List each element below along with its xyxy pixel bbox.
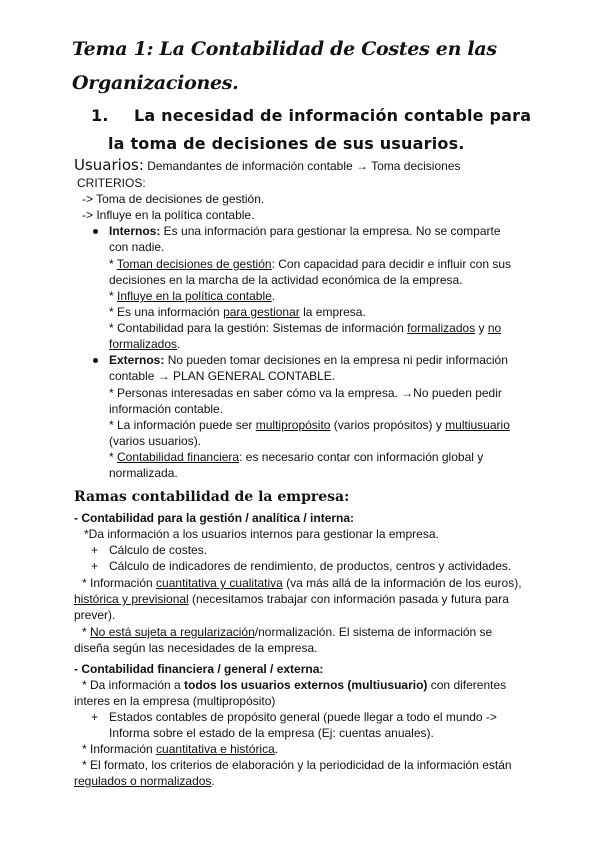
externos-l5-underlined-1: multipropósito xyxy=(255,418,331,432)
internos-l5-prefix: * xyxy=(109,289,118,303)
externos-line-8: normalizada. xyxy=(109,466,178,480)
internos-line-4: decisiones en la marcha de la actividad económica de la empresa. xyxy=(109,273,463,287)
gestion-line-1: *Da información a los usuarios internos para gestionar la empresa. xyxy=(84,527,439,541)
externos-text-1: No pueden tomar decisiones en la empresa ni pedir información xyxy=(164,353,508,367)
financiera-line-3 xyxy=(82,741,278,757)
plus-bullet: + xyxy=(91,559,99,573)
criterios-label: CRITERIOS: xyxy=(77,176,146,190)
externos-l5-prefix: * La información puede ser xyxy=(109,418,256,432)
externos-l7-prefix: * xyxy=(109,450,118,464)
gestion-heading: - Contabilidad para la gestión / analítica / interna: xyxy=(74,511,355,525)
internos-l7-underlined-1: formalizados xyxy=(407,321,476,335)
internos-l5-underlined: Influye en la política contable xyxy=(117,289,272,303)
externos-line-6: (varios usuarios). xyxy=(109,434,202,448)
internos-l7-prefix: * Contabilidad para la gestión: Sistemas de información xyxy=(109,321,408,335)
gestion-point-1: Cálculo de costes. xyxy=(109,543,208,557)
internos-label: Internos: xyxy=(109,224,161,238)
section-heading-line-1: La necesidad de información contable para xyxy=(134,106,532,125)
gestion-line-6: diseña según las necesidades de la empresa. xyxy=(74,641,318,655)
plus-bullet: + xyxy=(91,710,99,724)
financiera-line-2: interes en la empresa (multipropósito) xyxy=(74,694,276,708)
bullet-internos xyxy=(93,229,98,234)
usuarios-label: Usuarios: xyxy=(74,156,144,174)
document-title-line-1: Tema 1: La Contabilidad de Costes en las xyxy=(72,38,497,60)
externos-label: Externos: xyxy=(109,353,165,367)
internos-text-1: Es una información para gestionar la empresa. No se comparte xyxy=(160,224,501,238)
externos-line-5 xyxy=(109,417,510,433)
externos-line-2: contable → PLAN GENERAL CONTABLE. xyxy=(109,369,336,383)
bullet-externos xyxy=(93,358,98,363)
usuarios-text: Demandantes de información contable → Toma decisiones xyxy=(143,159,461,173)
internos-l8-rest: . xyxy=(177,337,181,351)
financiera-l3-underlined: cuantitativa e histórica xyxy=(156,742,275,756)
gestion-l5-rest: /normalización. El sistema de información se xyxy=(254,625,493,639)
section-heading-line-2: la toma de decisiones de sus usuarios. xyxy=(108,134,465,153)
externos-l5-mid: (varios propósitos) y xyxy=(330,418,446,432)
internos-l3-prefix: * xyxy=(109,257,117,271)
financiera-l3-prefix: * Información xyxy=(82,742,157,756)
financiera-line-4: * El formato, los criterios de elaboración y la periodicidad de la información están xyxy=(82,758,512,772)
gestion-line-4: prever). xyxy=(74,608,116,622)
externos-line-3: * Personas interesadas en saber cómo va la empresa. →No pueden pedir xyxy=(109,386,502,400)
gestion-point-2: Cálculo de indicadores de rendimiento, de productos, centros y actividades. xyxy=(109,559,512,573)
externos-l5-underlined-2: multiusuario xyxy=(445,418,510,432)
externos-l7-underlined: Contabilidad financiera xyxy=(117,450,240,464)
financiera-l1-rest: con diferentes xyxy=(427,678,507,692)
gestion-l2-underlined: cuantitativa y cualitativa xyxy=(156,576,283,590)
internos-l3-rest: : Con capacidad para decidir e influir con sus xyxy=(271,257,512,271)
gestion-l5-prefix: * xyxy=(82,625,91,639)
gestion-l3-underlined: histórica y previsional xyxy=(74,592,189,606)
internos-l6-prefix: * Es una información xyxy=(109,305,224,319)
externos-line-1 xyxy=(109,352,508,368)
gestion-l2-prefix: * Información xyxy=(82,576,157,590)
externos-l7-rest: : es necesario contar con información global y xyxy=(239,450,484,464)
gestion-l3-rest: (necesitamos trabajar con información pasada y futura para xyxy=(188,592,509,606)
externos-line-4: información contable. xyxy=(109,402,224,416)
financiera-l1-bold: todos los usuarios externos (multiusuario) xyxy=(184,678,428,692)
internos-line-1 xyxy=(109,223,501,239)
financiera-l3-rest: . xyxy=(274,742,279,756)
internos-l3-underlined: Toman decisiones de gestión xyxy=(116,257,272,271)
financiera-point-1a: Estados contables de propósito general (puede llegar a todo el mundo -> xyxy=(109,710,497,724)
financiera-l5-underlined: regulados o normalizados xyxy=(74,774,212,788)
financiera-point-1b: Informa sobre el estado de la empresa (Ej: cuentas anuales). xyxy=(109,726,434,740)
externos-line-7 xyxy=(109,449,483,465)
plus-bullet: + xyxy=(91,543,99,557)
criterio-1: -> Toma de decisiones de gestión. xyxy=(82,192,265,206)
section-number: 1. xyxy=(91,106,109,125)
internos-line-2: con nadie. xyxy=(109,240,165,254)
internos-l8-underlined: formalizados xyxy=(109,337,178,351)
criterio-2: -> Influye en la política contable. xyxy=(82,208,255,222)
financiera-line-5 xyxy=(74,773,215,789)
financiera-l5-rest: . xyxy=(211,774,215,788)
gestion-line-2 xyxy=(82,575,522,591)
internos-line-3 xyxy=(109,256,511,272)
internos-line-7 xyxy=(109,320,501,336)
financiera-line-1 xyxy=(82,677,506,693)
financiera-heading: - Contabilidad financiera / general / externa: xyxy=(74,662,324,676)
gestion-line-3 xyxy=(74,591,509,607)
internos-l7-mid: y xyxy=(475,321,488,335)
usuarios-line xyxy=(74,157,461,174)
internos-l7-underlined-2: no xyxy=(487,321,502,335)
internos-l6-rest: la empresa. xyxy=(299,305,366,319)
gestion-l2-rest: (va más allá de la información de los euros), xyxy=(282,576,522,590)
internos-l5-rest: . xyxy=(271,289,276,303)
document-title-line-2: Organizaciones. xyxy=(72,72,239,94)
internos-line-6 xyxy=(109,304,366,320)
internos-line-8 xyxy=(109,336,180,352)
gestion-line-5 xyxy=(82,624,492,640)
financiera-l1-prefix: * Da información a xyxy=(82,678,185,692)
gestion-l5-underlined: No está sujeta a regularización xyxy=(90,625,255,639)
ramas-heading: Ramas contabilidad de la empresa: xyxy=(74,489,350,505)
internos-line-5 xyxy=(109,288,275,304)
internos-l6-underlined: para gestionar xyxy=(223,305,300,319)
